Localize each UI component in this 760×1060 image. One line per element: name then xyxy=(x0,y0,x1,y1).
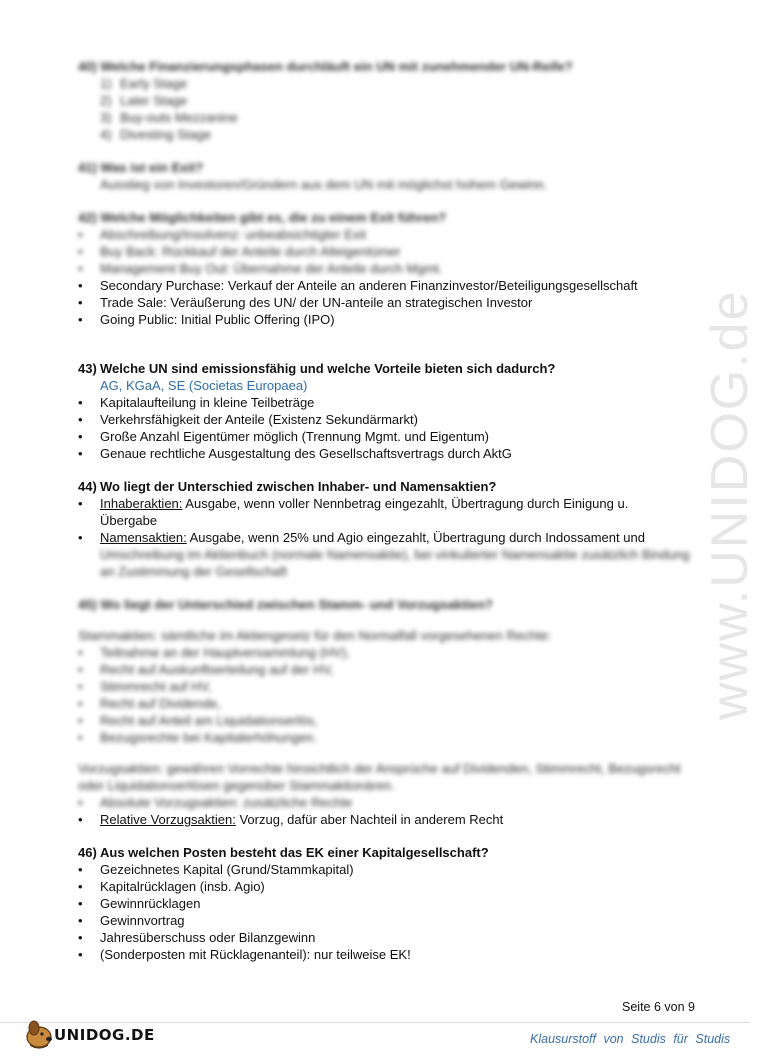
question-40-title: 40) Welche Finanzierungsphasen durchläuft ein UN mit zunehmender UN-Reife? xyxy=(78,59,573,74)
question-46 xyxy=(78,844,698,963)
question-45-title: 45) Wo liegt der Unterschied zwischen Stamm- und Vorzugsaktien? xyxy=(78,597,493,612)
list-item: • Gezeichnetes Kapital (Grund/Stammkapital) xyxy=(78,862,354,877)
question-44-list xyxy=(78,495,698,580)
question-43 xyxy=(78,360,698,462)
list-item: • Genaue rechtliche Ausgestaltung des Gesellschaftsvertrags durch AktG xyxy=(78,446,512,461)
question-41-answer: Ausstieg von Investoren/Gründern aus dem UN mit möglichst hohem Gewinn. xyxy=(100,177,548,192)
list-item: • Verkehrsfähigkeit der Anteile (Existenz Sekundärmarkt) xyxy=(78,412,418,427)
question-46-list xyxy=(78,861,698,963)
question-40 xyxy=(78,58,698,143)
list-item: • Bezugsrechte bei Kapitalerhöhungen. xyxy=(78,730,317,745)
list-item: 1) Early Stage xyxy=(100,76,188,91)
list-item: • Stimmrecht auf HV, xyxy=(78,679,212,694)
question-45 xyxy=(78,596,698,828)
list-item: • Jahresüberschuss oder Bilanzgewinn xyxy=(78,930,316,945)
footer-tagline: Klausurstoff von Studis für Studis xyxy=(530,1032,731,1046)
question-43-title: 43) Welche UN sind emissionsfähig und welche Vorteile bieten sich dadurch? xyxy=(78,361,556,376)
document-content xyxy=(78,58,698,979)
list-item: • Abschreibung/Insolvenz: unbeabsichtigter Exit xyxy=(78,227,366,242)
list-item: • Going Public: Initial Public Offering (IPO) xyxy=(78,312,335,327)
logo-text: UNIDOG.DE xyxy=(54,1026,155,1044)
list-item: • Trade Sale: Veräußerung des UN/ der UN-anteile an strategischen Investor xyxy=(78,295,533,310)
vorzugsaktien-list xyxy=(78,794,698,828)
question-42-title: 42) Welche Möglichkeiten gibt es, die zu einem Exit führen? xyxy=(78,210,447,225)
list-item: • Gewinnrücklagen xyxy=(78,896,201,911)
page-number: Seite 6 von 9 xyxy=(622,1000,695,1014)
question-44-title: 44) Wo liegt der Unterschied zwischen Inhaber- und Namensaktien? xyxy=(78,479,497,494)
question-43-list xyxy=(78,394,698,462)
list-item: • Recht auf Auskunftserteilung auf der HV, xyxy=(78,662,334,677)
list-item: • Gewinnvortrag xyxy=(78,913,185,928)
question-42 xyxy=(78,209,698,328)
list-item: • Recht auf Anteil am Liquidationserlös, xyxy=(78,713,318,728)
stammaktien-list xyxy=(78,644,698,746)
question-43-subtitle: AG, KGaA, SE (Societas Europaea) xyxy=(100,378,308,393)
list-item: • Buy Back: Rückkauf der Anteile durch Alteigentümer xyxy=(78,244,401,259)
list-item: • (Sonderposten mit Rücklagenanteil): nur teilweise EK! xyxy=(78,947,411,962)
watermark: www.UNIDOG.de xyxy=(701,289,759,720)
list-item: 4) Divesting Stage xyxy=(100,127,212,142)
list-item: 3) Buy-outs Mezzanine xyxy=(100,110,238,125)
list-item: • Kapitalrücklagen (insb. Agio) xyxy=(78,879,265,894)
list-item: • Absolute Vorzugsaktien: zusätzliche Rechte xyxy=(78,795,353,810)
list-item: • Kapitalaufteilung in kleine Teilbeträge xyxy=(78,395,315,410)
list-item: 2) Later Stage xyxy=(100,93,188,108)
vorzugsaktien-intro: Vorzugsaktien: gewähren Vorrechte hinsichtlich der Ansprüche auf Dividenden, Stimmrecht, Bezugsrecht oder Liquidationserlösen gegenüber Stammaktionären. xyxy=(78,761,681,793)
list-item: • Secondary Purchase: Verkauf der Anteile an anderen Finanzinvestor/Beteiligungsgesellschaft xyxy=(78,278,638,293)
question-44 xyxy=(78,478,698,580)
list-item: • Inhaberaktien: Ausgabe, wenn voller Nennbetrag eingezahlt, Übertragung durch Einigung u. Übergabe xyxy=(78,496,629,528)
list-item: • Relative Vorzugsaktien: Vorzug, dafür aber Nachteil in anderem Recht xyxy=(78,812,504,827)
question-41 xyxy=(78,159,698,193)
list-item: • Große Anzahl Eigentümer möglich (Trennung Mgmt. und Eigentum) xyxy=(78,429,489,444)
question-46-title: 46) Aus welchen Posten besteht das EK einer Kapitalgesellschaft? xyxy=(78,845,489,860)
question-40-list xyxy=(78,75,698,143)
question-41-title: 41) Was ist ein Exit? xyxy=(78,160,204,175)
list-item: • Namensaktien: Ausgabe, wenn 25% und Agio eingezahlt, Übertragung durch Indossament und Umschreibung im Aktienbuch (normale Namensaktie), bei vinkulierter Namensaktie zusätzlich Bindung an Zustimmung der Gesellschaft xyxy=(78,530,690,579)
stammaktien-intro: Stammaktien: sämtliche im Aktiengesetz für den Normalfall vorgesehenen Rechte: xyxy=(78,628,552,643)
list-item: • Teilnahme an der Hauptversammlung (HV), xyxy=(78,645,350,660)
list-item: • Management Buy Out: Übernahme der Anteile durch Mgmt. xyxy=(78,261,443,276)
question-42-list xyxy=(78,226,698,328)
list-item: • Recht auf Dividende, xyxy=(78,696,221,711)
